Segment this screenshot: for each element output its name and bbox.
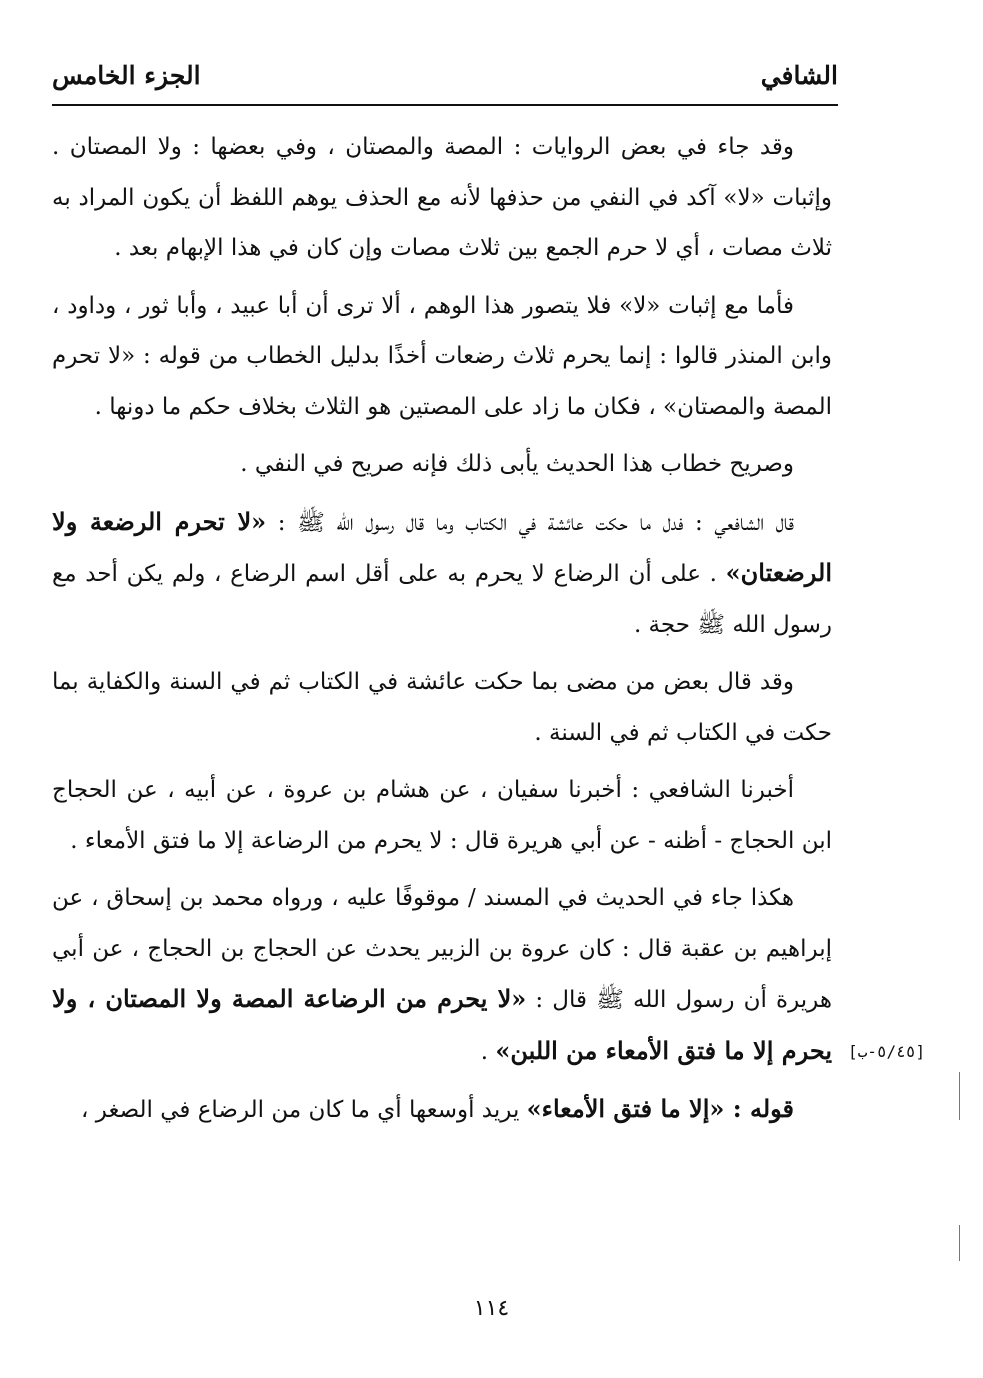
page-number: ١١٤	[473, 1296, 510, 1321]
paragraph-7	[52, 873, 832, 1077]
paragraph-7-lead: هكذا جاء في الحديث في المسند / موقوفًا عليه ، ورواه محمد بن إسحاق ، عن إبراهيم بن عقبة قال : كان عروة بن الزبير يحدث عن الحجاج بن الحجاج ، عن أبي هريرة أن رسول الله ﷺ قال :	[52, 885, 833, 1013]
commentary-heading: قوله : «إلا ما فتق الأمعاء»	[526, 1094, 794, 1123]
header-rule	[52, 104, 838, 106]
manuscript-folio-note: [٥/٤٥-ب]	[848, 1042, 926, 1061]
margin-bar-lower	[959, 1225, 960, 1261]
paragraph-7-tail: .	[480, 1038, 496, 1065]
hadith-quote-2: «لا يحرم من الرضاعة المصة ولا المصتان ، ولا يحرم إلا ما فتق الأمعاء من اللبن»	[52, 984, 832, 1065]
paragraph-3: وصريح خطاب هذا الحديث يأبى ذلك فإنه صريح في النفي .	[240, 451, 794, 477]
paragraph-4-lead: قال الشافعي : فدل ما حكت عائشة في الكتاب وما قال رسول الله ﷺ :	[266, 509, 794, 536]
hadith-quote-1: «لا تحرم الرضعة ولا الرضعتان»	[52, 506, 832, 587]
paragraph-1: وقد جاء في بعض الروايات : المصة والمصتان ، وفي بعضها : ولا المصتان . وإثبات «لا» آكد في النفي من حذفها لأنه مع الحذف يوهم اللفظ أن يكون المراد به ثلاث مصات ، أي لا حرم الجمع بين ثلاث مصات وإن كان في هذا الإبهام بعد .	[52, 134, 832, 261]
paragraph-2: فأما مع إثبات «لا» فلا يتصور هذا الوهم ، ألا ترى أن أبا عبيد ، وأبا ثور ، وداود ، وابن المنذر قالوا : إنما يحرم ثلاث رضعات أخذًا بدليل الخطاب من قوله : «لا تحرم المصة والمصتان» ، فكان ما زاد على المصتين هو الثلاث بخلاف حكم ما دونها .	[52, 292, 832, 420]
paragraph-8-tail: يريد أوسعها أي ما كان من الرضاع في الصغر ،	[81, 1097, 527, 1123]
running-header	[52, 48, 838, 102]
paragraph-6: أخبرنا الشافعي : أخبرنا سفيان ، عن هشام بن عروة ، عن أبيه ، عن الحجاج ابن الحجاج - أظنه - عن أبي هريرة قال : لا يحرم من الرضاعة إلا ما فتق الأمعاء .	[52, 777, 832, 854]
paragraph-4	[52, 497, 832, 651]
book-title: الشافي	[760, 60, 838, 90]
paragraph-8	[52, 1084, 832, 1136]
paragraph-4-tail: . على أن الرضاع لا يحرم به على أقل اسم الرضاع ، ولم يكن أحد مع رسول الله ﷺ حجة .	[52, 561, 832, 638]
page-body	[52, 122, 832, 1136]
part-label: الجزء الخامس	[52, 60, 201, 90]
paragraph-5: وقد قال بعض من مضى بما حكت عائشة في الكتاب ثم في السنة والكفاية بما حكت في الكتاب ثم في السنة .	[52, 669, 832, 746]
margin-bar-upper	[959, 1072, 960, 1120]
